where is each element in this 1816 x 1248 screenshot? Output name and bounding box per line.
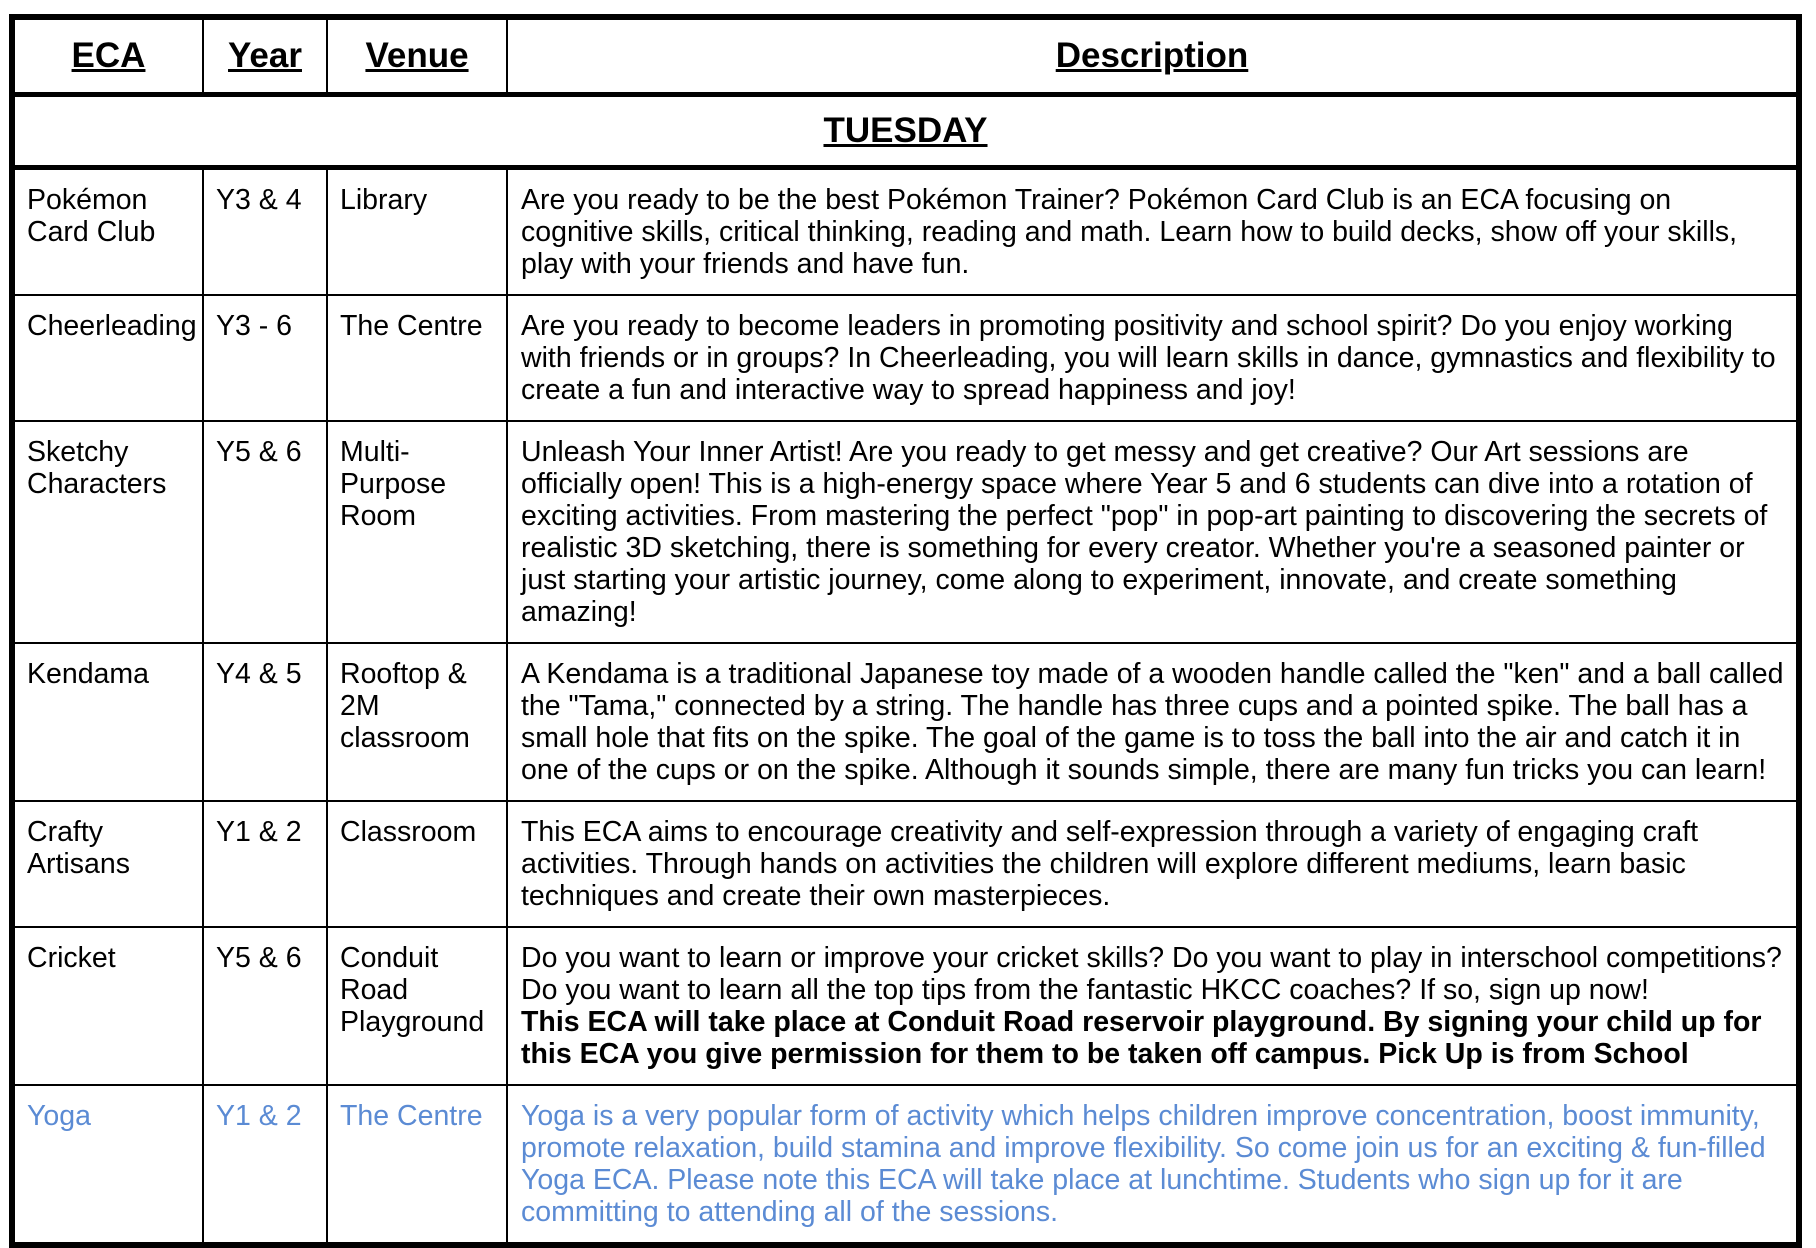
eca-year: Y5 & 6 bbox=[203, 421, 327, 643]
eca-name: Yoga bbox=[12, 1085, 203, 1245]
eca-venue: Library bbox=[327, 168, 507, 296]
day-heading: TUESDAY bbox=[12, 95, 1799, 168]
eca-venue: The Centre bbox=[327, 295, 507, 421]
eca-name: Sketchy Characters bbox=[12, 421, 203, 643]
table-row bbox=[12, 801, 1799, 927]
eca-description: Are you ready to become leaders in promoting positivity and school spirit? Do you enjoy working with friends or in groups? In Cheerleading, you will learn skills in dance, gymnastics and flexibility to create a fun and interactive way to spread happiness and joy! bbox=[507, 295, 1799, 421]
table-row bbox=[12, 927, 1799, 1085]
eca-description: This ECA aims to encourage creativity and self-expression through a variety of engaging craft activities. Through hands on activities the children will explore different mediums, learn basic techniques and create their own masterpieces. bbox=[507, 801, 1799, 927]
eca-description-notice: This ECA will take place at Conduit Road reservoir playground. By signing your child up for this ECA you give permission for them to be taken off campus. Pick Up is from School bbox=[521, 1006, 1762, 1070]
table-row bbox=[12, 421, 1799, 643]
eca-year: Y3 - 6 bbox=[203, 295, 327, 421]
eca-name: Crafty Artisans bbox=[12, 801, 203, 927]
table-row bbox=[12, 1085, 1799, 1245]
eca-venue: Conduit Road Playground bbox=[327, 927, 507, 1085]
eca-name: Cricket bbox=[12, 927, 203, 1085]
header-eca: ECA bbox=[12, 17, 203, 95]
eca-year: Y1 & 2 bbox=[203, 1085, 327, 1245]
eca-name: Pokémon Card Club bbox=[12, 168, 203, 296]
eca-year: Y1 & 2 bbox=[203, 801, 327, 927]
table-row bbox=[12, 643, 1799, 801]
eca-year: Y3 & 4 bbox=[203, 168, 327, 296]
eca-description bbox=[507, 927, 1799, 1085]
eca-venue: Rooftop & 2M classroom bbox=[327, 643, 507, 801]
eca-year: Y5 & 6 bbox=[203, 927, 327, 1085]
eca-table bbox=[9, 14, 1802, 1248]
header-year: Year bbox=[203, 17, 327, 95]
eca-schedule bbox=[9, 14, 1802, 1248]
eca-venue: Multi-Purpose Room bbox=[327, 421, 507, 643]
eca-description-text: Do you want to learn or improve your cricket skills? Do you want to play in interschool competitions? Do you want to learn all the top tips from the fantastic HKCC coaches? If so, sign up now! bbox=[521, 942, 1782, 1006]
header-venue: Venue bbox=[327, 17, 507, 95]
eca-year: Y4 & 5 bbox=[203, 643, 327, 801]
eca-name: Kendama bbox=[12, 643, 203, 801]
header-description: Description bbox=[507, 17, 1799, 95]
eca-description: Are you ready to be the best Pokémon Trainer? Pokémon Card Club is an ECA focusing on cognitive skills, critical thinking, reading and math. Learn how to build decks, show off your skills, play with your friends and have fun. bbox=[507, 168, 1799, 296]
eca-name: Cheerleading bbox=[12, 295, 203, 421]
table-row bbox=[12, 168, 1799, 296]
eca-description: Yoga is a very popular form of activity which helps children improve concentration, boost immunity, promote relaxation, build stamina and improve flexibility. So come join us for an exciting & fun-filled Yoga ECA. Please note this ECA will take place at lunchtime. Students who sign up for it are committing to attending all of the sessions. bbox=[507, 1085, 1799, 1245]
table-row bbox=[12, 295, 1799, 421]
eca-description: Unleash Your Inner Artist! Are you ready to get messy and get creative? Our Art sessions are officially open! This is a high-energy space where Year 5 and 6 students can dive into a rotation of exciting activities. From mastering the perfect "pop" in pop-art painting to discovering the secrets of realistic 3D sketching, there is something for every creator. Whether you're a seasoned painter or just starting your artistic journey, come along to experiment, innovate, and create something amazing! bbox=[507, 421, 1799, 643]
eca-venue: The Centre bbox=[327, 1085, 507, 1245]
header-row bbox=[12, 17, 1799, 95]
day-row bbox=[12, 95, 1799, 168]
eca-description: A Kendama is a traditional Japanese toy made of a wooden handle called the "ken" and a ball called the "Tama," connected by a string. The handle has three cups and a pointed spike. The ball has a small hole that fits on the spike. The goal of the game is to toss the ball into the air and catch it in one of the cups or on the spike. Although it sounds simple, there are many fun tricks you can learn! bbox=[507, 643, 1799, 801]
eca-venue: Classroom bbox=[327, 801, 507, 927]
